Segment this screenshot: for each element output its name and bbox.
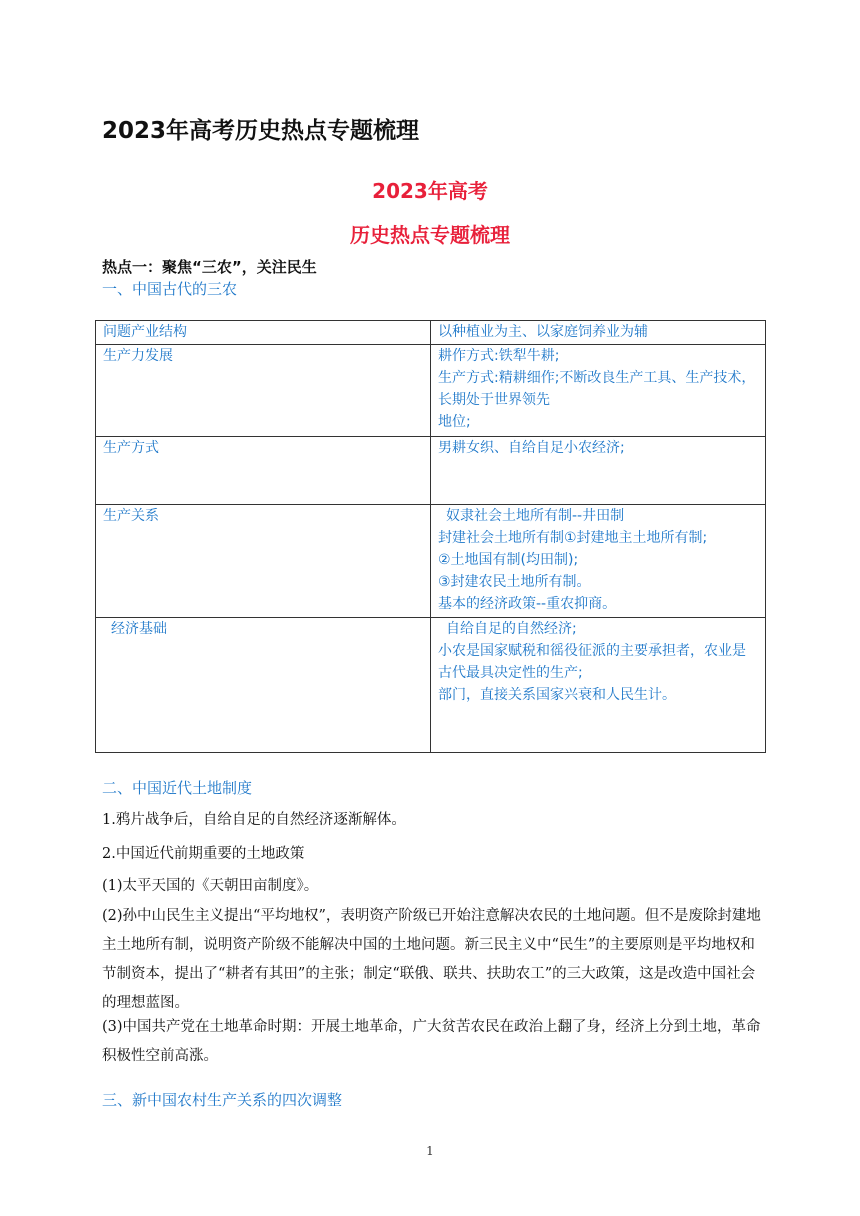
table-cell-left: 生产关系 — [96, 505, 431, 618]
ancient-agriculture-table — [95, 320, 766, 753]
table-cell-right: 耕作方式:铁犁牛耕; 生产方式:精耕细作;不断改良生产工具、生产技术，长期处于世界领先 地位; — [431, 345, 766, 437]
table-cell-left: 生产力发展 — [96, 345, 431, 437]
table-cell-right: 以种植业为主、以家庭饲养业为辅 — [431, 321, 766, 345]
table-row — [96, 321, 766, 345]
table-row — [96, 618, 766, 753]
table-row — [96, 345, 766, 437]
center-title-line2: 历史热点专题梳理 — [350, 223, 510, 247]
paragraph: (1)太平天国的《天朝田亩制度》。 — [102, 878, 319, 894]
paragraph: (2)孙中山民生主义提出“平均地权”，表明资产阶级已开始注意解决农民的土地问题。但不是废除封建地主土地所有制，说明资产阶级不能解决中国的土地问题。新三民主义中“民生”的主要原则是平均地权和节制资本，提出了“耕者有其田”的主张；制定“联俄、联共、扶助农工”的三大政策，这是改造中国社会的理想蓝图。 — [102, 908, 761, 1011]
table-cell-left: 问题产业结构 — [96, 321, 431, 345]
paragraph: 2.中国近代前期重要的土地政策 — [102, 846, 305, 862]
table-cell-right: 男耕女织、自给自足小农经济; — [431, 437, 766, 505]
page-number: 1 — [426, 1144, 434, 1158]
paragraph: (3)中国共产党在土地革命时期：开展土地革命，广大贫苦农民在政治上翻了身，经济上分到土地，革命积极性空前高涨。 — [102, 1019, 761, 1064]
center-title-line1: 2023年高考 — [372, 179, 488, 203]
document-title: 2023年高考历史热点专题梳理 — [102, 118, 420, 144]
table-cell-right: 奴隶社会土地所有制--井田制 封建社会土地所有制①封建地主土地所有制; ②土地国有制(均田制); ③封建农民土地所有制。 基本的经济政策--重农抑商。 — [431, 505, 766, 618]
table-row — [96, 437, 766, 505]
table-row — [96, 505, 766, 618]
table-cell-left: 生产方式 — [96, 437, 431, 505]
section-heading-ancient-agriculture: 一、中国古代的三农 — [102, 280, 238, 298]
table-cell-left: 经济基础 — [96, 618, 431, 753]
table-cell-right: 自给自足的自然经济; 小农是国家赋税和徭役征派的主要承担者，农业是古代最具决定性的生产; 部门，直接关系国家兴衰和人民生计。 — [431, 618, 766, 753]
section-heading-modern-land-system: 二、中国近代土地制度 — [102, 779, 253, 797]
section-heading-new-china-adjustments: 三、新中国农村生产关系的四次调整 — [102, 1091, 343, 1109]
paragraph: 1.鸦片战争后，自给自足的自然经济逐渐解体。 — [102, 812, 406, 828]
hot-topic-heading: 热点一：聚焦“三农”，关注民生 — [102, 258, 317, 276]
